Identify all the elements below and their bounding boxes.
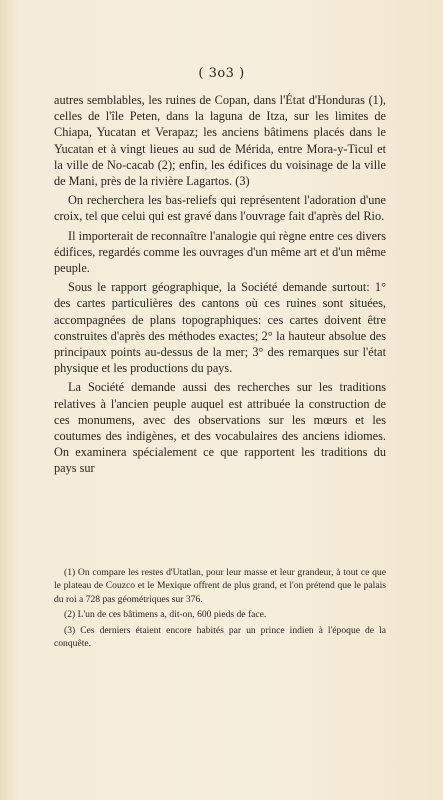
page-number: ( 3o3 ) bbox=[198, 66, 245, 81]
footnote: (1) On compare les restes d'Utatlan, pour leur masse et leur grandeur, à tout ce que le plateau de Couzco et le Mexique offrent de plus grand, et l'on prétend que le palais du roi a 728 pas géométriques sur 376. bbox=[54, 567, 386, 605]
footnote: (3) Ces derniers étaient encore habités par un prince indien à l'époque de la conquête. bbox=[54, 624, 386, 650]
main-text bbox=[54, 92, 386, 480]
paragraph: La Société demande aussi des recherches sur les traditions relatives à l'ancien peuple auquel est attribuée la construction de ces monumens, avec des observations sur les mœurs et les coutumes des indigènes, et des vocabulaires des anciens idiomes. On examinera spécialement ce que rapportent les traditions du pays sur bbox=[54, 380, 386, 476]
paragraph: Sous le rapport géographique, la Société demande surtout: 1° des cartes particulières des cantons où ces ruines sont situées, accompagnées de plans topographiques: ces cartes doivent être construites d'après des méthodes exactes; 2° la hauteur absolue des principaux points au-dessus de la mer; 3° des remarques sur l'état physique et les productions du pays. bbox=[54, 280, 386, 376]
footnote: (2) L'un de ces bâtimens a, dit-on, 600 pieds de face. bbox=[64, 609, 267, 621]
paragraph: On recherchera les bas-reliefs qui représentent l'adoration d'une croix, tel que celui qui est gravé dans l'ouvrage fait d'après del Rio. bbox=[54, 193, 386, 224]
footnotes bbox=[54, 566, 386, 652]
paragraph: autres semblables, les ruines de Copan, dans l'État d'Honduras (1), celles de l'île Peten, dans la laguna de Itza, sur les limites de Chiapa, Yucatan et Verapaz; les anciens bâtimens placés dans le Yucatan et à vingt lieues au sud de Mérida, entre Mora-y-Ticul et la ville de No-cacab (2); enfin, les édifices du voisinage de la ville de Mani, près de la rivière Lagartos. (3) bbox=[54, 93, 386, 189]
paragraph: Il importerait de reconnaître l'analogie qui règne entre ces divers édifices, regardés comme les ouvrages d'un même art et d'un même peuple. bbox=[54, 228, 386, 276]
